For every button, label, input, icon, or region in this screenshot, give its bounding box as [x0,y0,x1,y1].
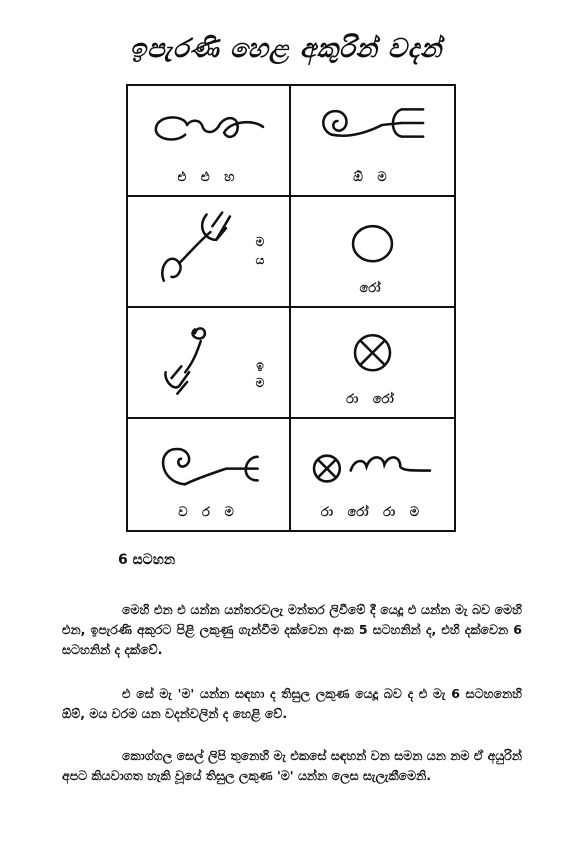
glyph-cell-raro [291,308,454,419]
glyph-caption: ව ර ම [178,505,239,520]
glyph-caption: රා රෝ [346,392,399,407]
figure-caption: 6 සටහන [118,552,176,568]
glyph-cell-maya [128,197,291,308]
side-text: ම ය [255,235,265,267]
body-paragraph: එ සේ මැ 'ම' යන්න සඳහා ද තිසුල ලකුණ යෙදූ බව ද එ මැ 6 සටහනෙහි ඕම්, මය වරම යන වදන්වලින් ද හෙළි වේ. [62,686,522,721]
glyph-caption: එ එ හ [177,170,240,185]
glyph-cell-rarorama [291,419,454,530]
glyph-side-label [253,233,267,269]
glyph-cell-om [291,86,454,197]
body-paragraph: මෙහි එන එ යන්න යන්තරවලැ මන්තර ලිවීමේ දී යෙදූ එ යන්න මැ බව මෙහි එන, ඉපැරණි අකුරට පිළි ලකුණු ගැන්වීම දක්වෙන අංක 5 සටහනින් ද, එහි දක්වෙන 6 සටහනින් ද දක්වේ. [62,602,522,657]
glyph-side-label [253,356,267,392]
glyph-cell-ro [291,197,454,308]
glyph-caption: රෝ [359,281,386,296]
side-text: ඉ ම [255,358,265,390]
page-title: ඉපැරණි හෙළ අකුරින් වදන් [129,34,443,64]
glyph-cell-eeha [128,86,291,197]
glyph-caption: රා රෝ රා ම [320,505,425,520]
glyph-table [126,84,456,532]
body-paragraph: කොග්ගල සෙල් ලිපි තුනෙහි මැ එකසේ සඳහන් වන සමන යන නම ඒ අයුරින් අපට කියවාගත හැකි වූයේ තිසුල ලකුණ 'ම' යන්න ලෙස සැලැකීමෙනි. [62,748,522,783]
glyph-cell-varama [128,419,291,530]
glyph-caption: ඕ ම [353,170,392,185]
glyph-cell-ima [128,308,291,419]
